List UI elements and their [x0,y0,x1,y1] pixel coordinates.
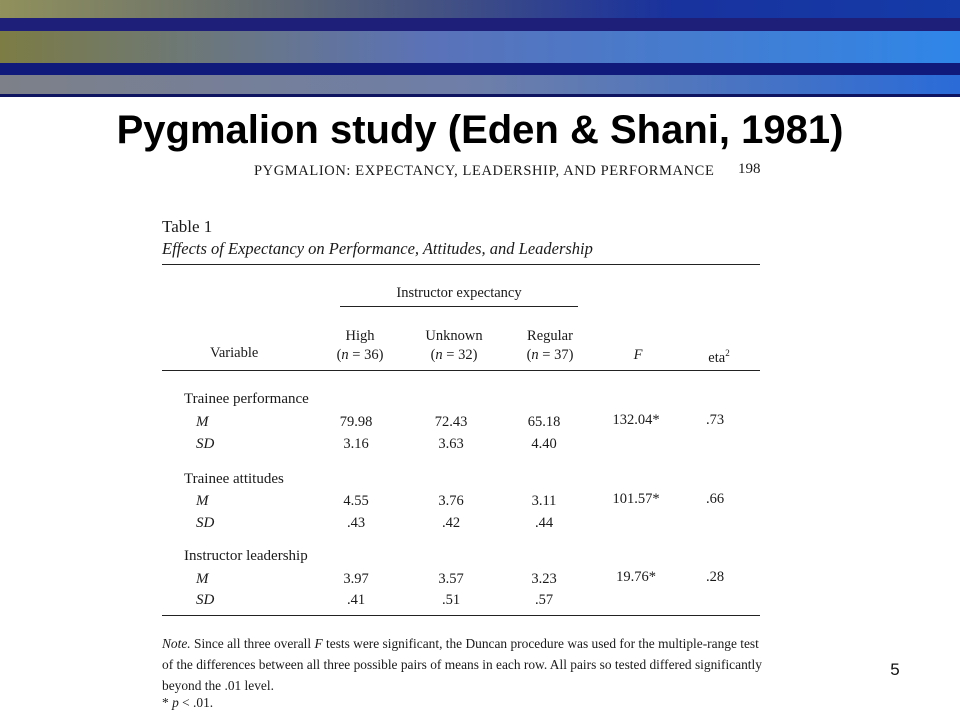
row-stat-label: SD [196,592,215,608]
running-head: PYGMALION: EXPECTANCY, LEADERSHIP, AND PERFORMANCE [254,163,715,179]
table-cell: 3.57 [438,571,464,587]
col-high-label: High [345,328,375,344]
table-cell: 3.76 [438,493,464,509]
slide-title: Pygmalion study (Eden & Shani, 1981) [116,108,844,152]
col-header-high [320,327,400,365]
col-unknown-n: (n = 32) [430,347,478,363]
spanner-rule [340,306,578,307]
table-footnote [162,695,213,711]
table-cell: 132.04* [612,412,660,428]
footnote-p-symbol: p [172,695,179,710]
header-bottom-rule [162,370,760,371]
col-eta-label: eta [708,349,726,366]
table-cell: .43 [346,515,366,531]
row-stat-label: SD [196,436,215,452]
slide-header-bars [0,0,960,97]
table-cell: 4.55 [343,493,369,509]
col-header-f: F [633,347,643,363]
header-bar-1 [0,0,960,18]
header-bar-5 [0,75,960,94]
table-cell: .66 [705,491,725,507]
table-cell: .57 [534,592,554,608]
col-regular-label: Regular [527,328,573,344]
col-high-n-value: 36 [364,347,379,363]
table-cell: 3.23 [531,571,557,587]
table-cell: 101.57* [612,491,660,507]
journal-page-number: 198 [738,161,761,177]
table-cell: .42 [441,515,461,531]
table-cell: 65.18 [527,414,561,430]
footnote-mark: * [162,695,169,710]
note-f-symbol: F [314,636,323,651]
col-eta-sup: 2 [725,348,730,358]
note-label: Note. [162,636,191,651]
col-header-variable: Variable [210,345,259,361]
table-caption: Effects of Expectancy on Performance, Attitudes, and Leadership [162,239,593,258]
table-cell: .28 [705,569,725,585]
table-note [162,633,766,696]
table-cell: 3.11 [531,493,557,509]
group-label-trainee-performance: Trainee performance [184,391,309,407]
scanned-table-image [150,155,790,720]
table-cell: 4.40 [531,436,557,452]
table-label: Table 1 [162,217,213,236]
table-cell: 79.98 [339,414,373,430]
col-header-regular [510,327,590,365]
col-high-n: (n = 36) [336,347,384,363]
group-label-trainee-attitudes: Trainee attitudes [184,471,284,487]
column-spanner: Instructor expectancy [396,285,522,301]
table-cell: 72.43 [434,414,468,430]
table-cell: .73 [705,412,725,428]
row-stat-label: M [196,414,209,430]
note-text-post: tests were significant, the Duncan procedure was used for the multiple-range test of the differences between all three possible pairs of means in each row. All pairs so tested differed significantly beyond the .01 level. [162,636,762,693]
table-bottom-rule [162,615,760,616]
row-stat-label: M [196,493,209,509]
col-unknown-n-value: 32 [458,347,473,363]
note-text-pre: Since all three overall [194,636,312,651]
slide-page-number: 5 [890,660,900,679]
table-cell: 3.16 [343,436,369,452]
col-unknown-label: Unknown [425,328,483,344]
footnote-text: < .01. [182,695,214,710]
table-top-rule [162,264,760,265]
table-cell: .41 [346,592,366,608]
table-cell: 3.97 [343,571,369,587]
col-regular-n-value: 37 [554,347,569,363]
col-header-eta [694,344,744,368]
table-cell: 3.63 [438,436,464,452]
header-bar-4 [0,63,960,75]
header-bar-6 [0,94,960,97]
header-bar-3 [0,31,960,63]
table-cell: .44 [534,515,554,531]
table-cell: 19.76* [616,569,656,585]
col-regular-n: (n = 37) [526,347,574,363]
table-cell: .51 [441,592,461,608]
header-bar-2 [0,18,960,31]
group-label-instructor-leadership: Instructor leadership [184,548,308,564]
row-stat-label: M [196,571,209,587]
row-stat-label: SD [196,515,215,531]
col-header-unknown [414,327,494,365]
